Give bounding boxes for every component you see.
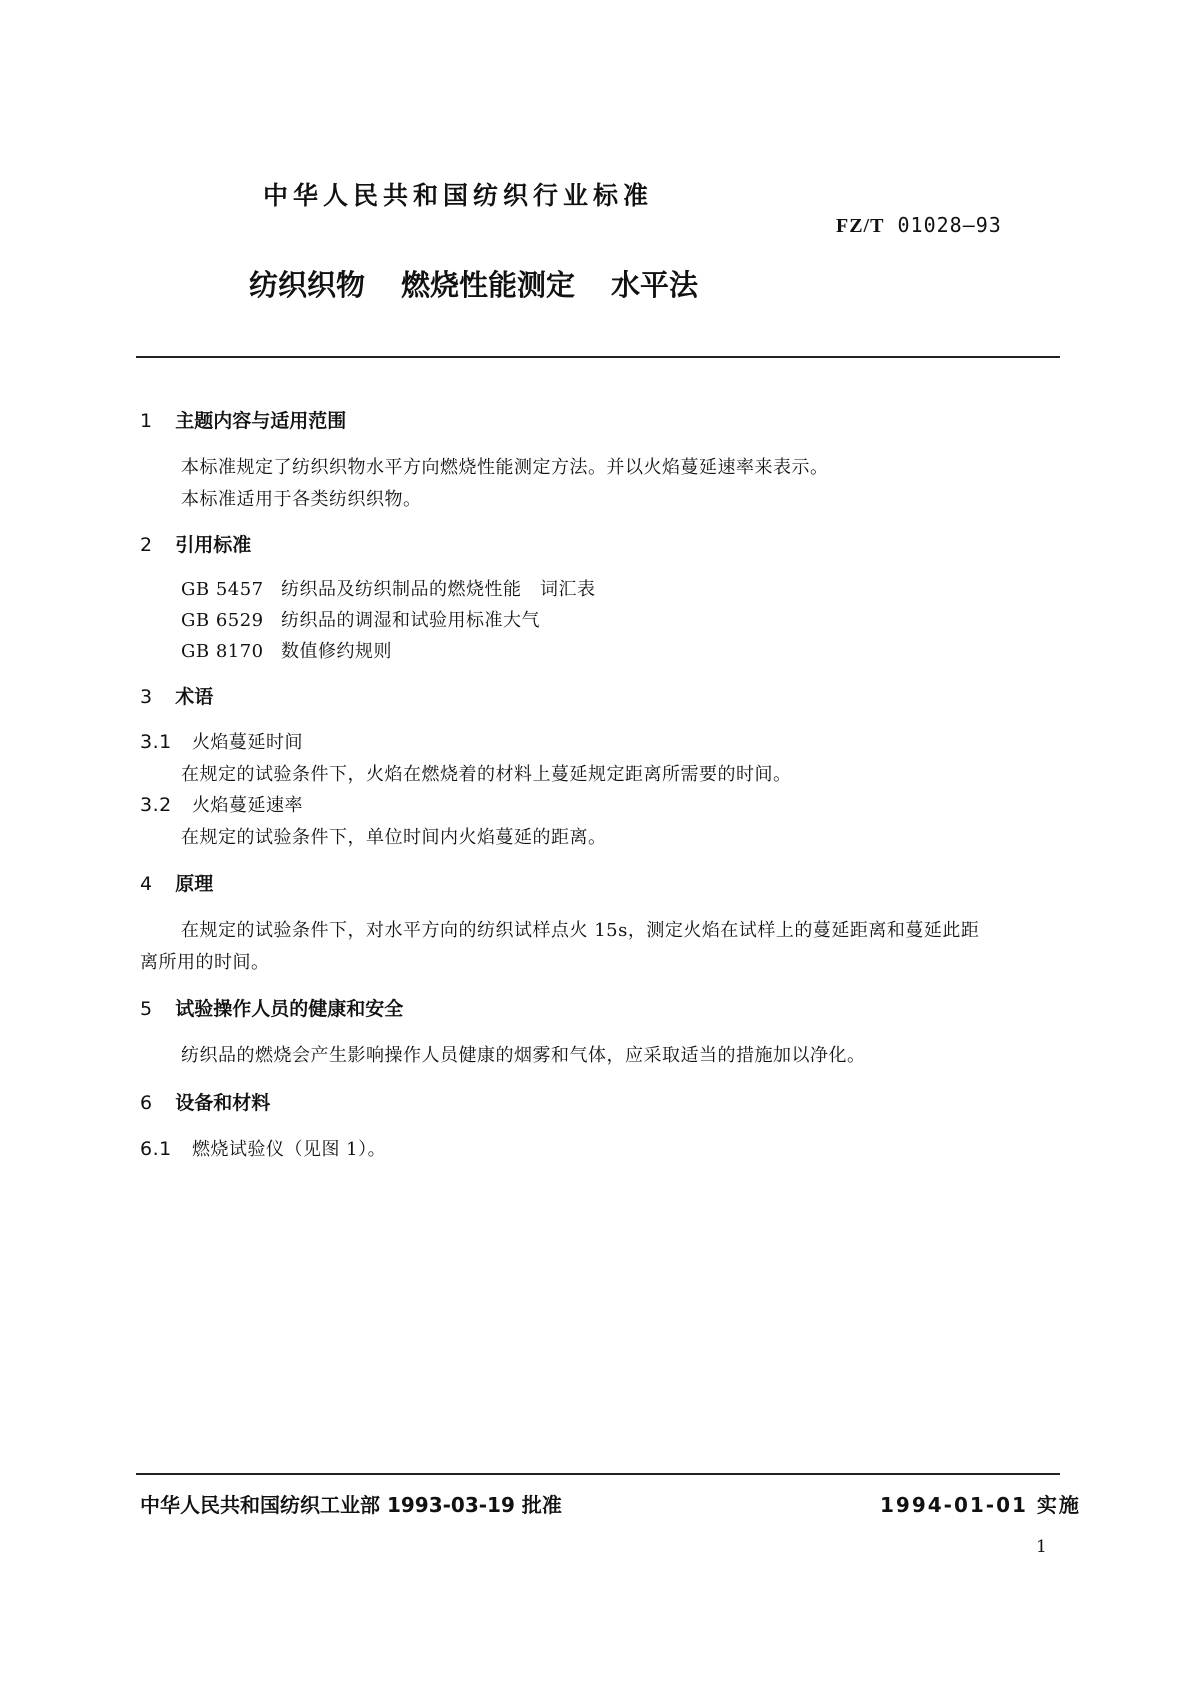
- section-number: 1: [140, 410, 153, 432]
- section-title: 试验操作人员的健康和安全: [175, 998, 404, 1020]
- section-4-heading: [140, 869, 213, 896]
- section-title: 原理: [175, 873, 214, 895]
- section-title: 术语: [175, 686, 214, 708]
- reference-item: [181, 606, 540, 632]
- paragraph: 本标准适用于各类纺织织物。: [181, 489, 422, 510]
- reference-title: 纺织品的调湿和试验用标准大气: [281, 610, 540, 631]
- reference-item: [181, 575, 596, 601]
- paragraph: 在规定的试验条件下，对水平方向的纺织试样点火 15s，测定火焰在试样上的蔓延距离和蔓延此距: [181, 920, 980, 941]
- standard-code-prefix: FZ/T: [836, 215, 885, 237]
- term-definition: 在规定的试验条件下，火焰在燃烧着的材料上蔓延规定距离所需要的时间。: [181, 764, 792, 785]
- section-number: 6: [140, 1092, 153, 1114]
- section-number: 4: [140, 873, 153, 895]
- reference-title: 数值修约规则: [281, 641, 392, 662]
- paragraph: 纺织品的燃烧会产生影响操作人员健康的烟雾和气体，应采取适当的措施加以净化。: [181, 1045, 866, 1066]
- section-title: 主题内容与适用范围: [175, 410, 347, 432]
- term-number: 3.2: [140, 794, 172, 816]
- section-number: 2: [140, 534, 153, 556]
- reference-code: GB 8170: [181, 641, 264, 662]
- title-part-2: 燃烧性能测定: [401, 268, 576, 302]
- title-part-1: 纺织织物: [249, 268, 366, 302]
- clause-number: 6.1: [140, 1138, 172, 1160]
- clause-6-1: [140, 1135, 386, 1161]
- title-part-3: 水平法: [611, 268, 699, 302]
- paragraph: 本标准规定了纺织织物水平方向燃烧性能测定方法。并以火焰蔓延速率来表示。: [181, 457, 829, 478]
- reference-item: [181, 637, 392, 663]
- section-6-heading: [140, 1088, 270, 1115]
- section-2-heading: [140, 530, 251, 557]
- section-number: 5: [140, 998, 153, 1020]
- section-1-heading: [140, 406, 346, 433]
- section-5-heading: [140, 994, 403, 1021]
- standard-code-number: 01028—93: [897, 213, 1002, 237]
- footer-divider: [136, 1473, 1060, 1475]
- term-title: 火焰蔓延速率: [191, 795, 303, 816]
- standard-code: [836, 213, 1002, 238]
- section-3-heading: [140, 682, 213, 709]
- term-title: 火焰蔓延时间: [191, 732, 303, 753]
- paragraph-continuation: 离所用的时间。: [140, 952, 270, 973]
- effective-date: 1994-01-01 实施: [880, 1493, 1081, 1517]
- title-divider: [136, 356, 1060, 358]
- term-definition: 在规定的试验条件下，单位时间内火焰蔓延的距离。: [181, 827, 607, 848]
- term-number: 3.1: [140, 731, 172, 753]
- term-3-2: [140, 791, 303, 817]
- term-3-1: [140, 728, 303, 754]
- section-title: 引用标准: [175, 534, 252, 556]
- section-number: 3: [140, 686, 153, 708]
- reference-code: GB 5457: [181, 579, 264, 600]
- document-title: [249, 263, 734, 304]
- page-number: 1: [1036, 1537, 1047, 1557]
- issuing-body-header: 中华人民共和国纺织行业标准: [263, 181, 654, 210]
- approval-statement: 中华人民共和国纺织工业部 1993-03-19 批准: [140, 1493, 562, 1517]
- clause-text: 燃烧试验仪（见图 1）。: [191, 1139, 387, 1160]
- reference-code: GB 6529: [181, 610, 264, 631]
- section-title: 设备和材料: [175, 1092, 271, 1114]
- reference-title: 纺织品及纺织制品的燃烧性能 词汇表: [281, 579, 596, 600]
